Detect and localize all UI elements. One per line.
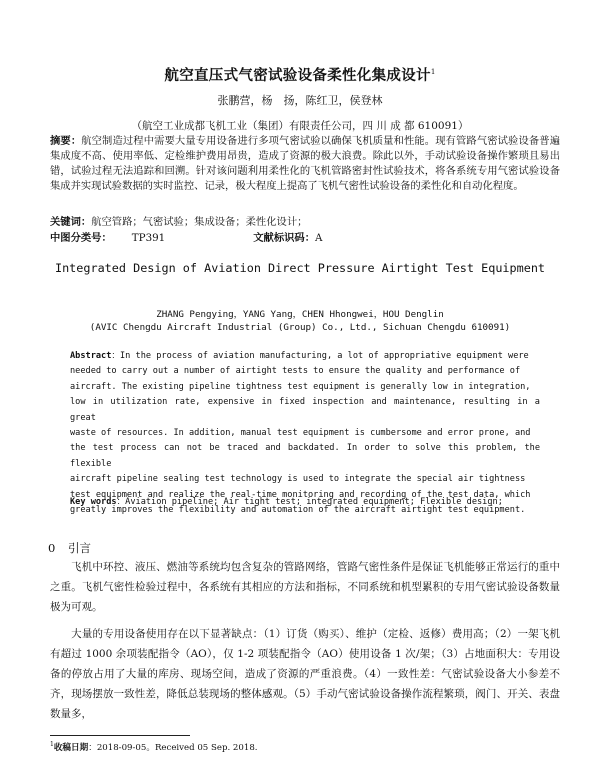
classification-line [50,229,322,244]
body-paragraph-text: 飞机中环控、液压、燃油等系统均包含复杂的管路网络，管路气密性条件是保证飞机能够正常运行的重中之重。飞机气密性检验过程中，各系统有其相应的方法和指标，不同系统和机型累积的专用气密试验设备数量极为可观。 [50,561,560,613]
clc-value: TP391 [131,232,166,244]
doc-code-value: A [315,232,323,244]
affiliation-en: (AVIC Chengdu Aircraft Industrial (Group) Co., Ltd., Sichuan Chengdu 610091) [89,322,511,333]
abstract-en-line: needed to carry out a number of airtight tests to ensure the quality and performance of [70,366,521,377]
authors-en: ZHANG Pengying，YANG Yang，CHEN Hhongwei，HOU Denglin [156,309,444,320]
footnote-mark: 1 [50,741,54,749]
abstract-en-line: aircraft pipeline sealing test technology is used to integrate the special air tightness [70,474,526,485]
abstract-cn [50,134,560,194]
abstract-en-line: the test process can not be traced and backdated. In order to solve this problem, the flexible [70,443,540,469]
abstract-en-line: Abstract：In the process of aviation manufacturing, a lot of appropriative equipment were [70,351,529,361]
paper-title-en: Integrated Design of Aviation Direct Pressure Airtight Test Equipment [54,261,546,275]
footnote-text: ：2018-09-05。Received 05 Sep. 2018. [88,743,258,753]
abstract-en-line: aircraft. The existing pipeline tightness test equipment is generally low in integration, [70,381,531,392]
abstract-cn-label: 摘要： [50,135,82,147]
body-paragraph-text: 大量的专用设备使用存在以下显著缺点：（1）订货（购买）、维护（定检、返修）费用高；（2）一架飞机有超过 1000 余项装配指令（AO），仅 1-2 项装配指令（AO）使用设备 1 次/架；（3）占地面积大：专用设备的停放占用了大量的库房、现场空间，造成了资源的严重浪费。（4）一致性差：气密试验设备大小参差不齐，现场摆放一致性差，降低总装现场的整体感观。（5）手动气密试验设备操作流程繁琐，阀门、开关、表盘数量多， [50,628,560,720]
doc-code-label: 文献标识码： [253,232,316,244]
abstract-en [70,349,540,518]
body-paragraph [50,624,560,724]
abstract-en-line: low in utilization rate, expensive in fixed inspection and maintenance, resulting in a great [70,397,540,423]
abstract-en-line: test equipment and realize the real-time monitoring and recording of the test data, which [70,489,531,500]
affiliation-cn: （航空工业成都飞机工业（集团）有限责任公司，四 川 成 都 610091） [131,120,469,132]
footnote-label: 收稿日期 [53,743,89,753]
paper-title-text: 航空直压式气密试验设备柔性化集成设计 [164,67,431,84]
keywords-en-label: Key words [70,497,117,507]
section-heading [48,540,91,556]
title-footnote-mark: 1 [430,68,436,77]
body-paragraph [50,557,560,617]
footnote [50,741,258,753]
keywords-en [70,495,503,507]
keywords-en-text: ：Aviation pipeline; Air tight test; integrated equipment; Flexible design; [116,497,503,507]
clc-label: 中图分类号： [50,232,112,244]
footnote-rule [50,735,190,736]
keywords-cn-text: 航空管路；气密试验；集成设备；柔性化设计； [91,216,308,228]
keywords-cn-label: 关键词： [50,216,92,228]
abstract-en-label: Abstract [70,351,112,361]
section-number: 0 [48,541,56,555]
section-title: 引言 [68,541,91,555]
abstract-en-line: greatly improves the flexibility and automation of the aircraft airtight test equipment. [70,505,526,516]
abstract-en-line: waste of resources. In addition, manual test equipment is cumbersome and error prone, and [70,428,531,439]
paper-title [0,64,600,85]
keywords-cn [50,213,307,228]
abstract-cn-text: 航空制造过程中需要大量专用设备进行多项气密试验以确保飞机质量和性能。现有管路气密试验设备普遍集成度不高、使用率低、定检维护费用昂贵，造成了资源的极大浪费。除此以外，手动试验设备操作繁琐且易出错，试验过程无法追踪和回溯。针对该问题利用柔性化的飞机管路密封性试验技术，将各系统专用气密试验设备集成并实现试验数据的实时监控、记录，极大程度上提高了飞机气密性试验设备的柔性化和自动化程度。 [50,135,561,192]
authors-cn: 张鹏营，杨 扬，陈红卫，侯登林 [217,94,383,107]
